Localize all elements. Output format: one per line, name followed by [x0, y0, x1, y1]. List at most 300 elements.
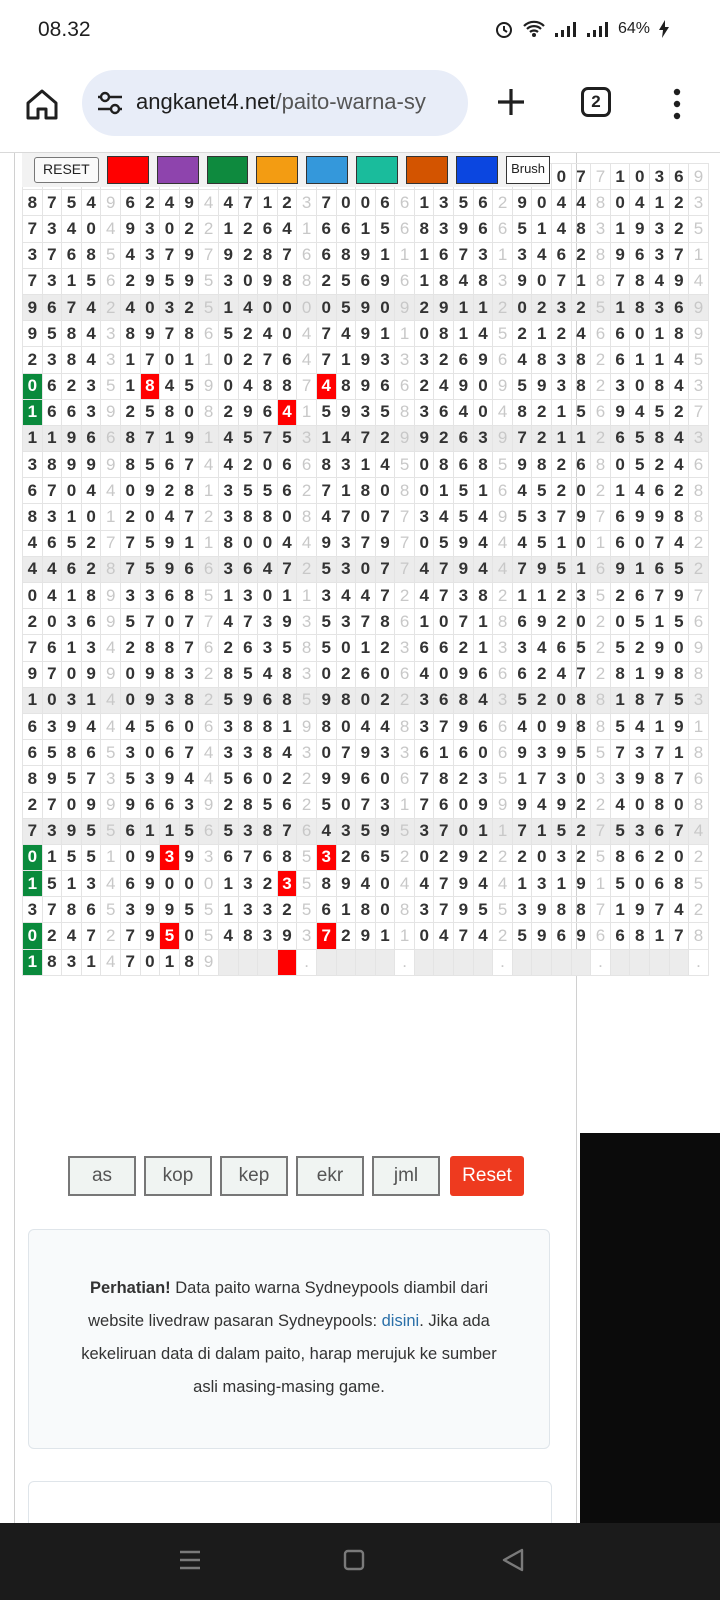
- grid-cell[interactable]: 3: [42, 504, 62, 530]
- grid-cell[interactable]: 3: [336, 556, 356, 582]
- grid-cell[interactable]: 8: [336, 687, 356, 713]
- grid-cell[interactable]: 1: [610, 294, 630, 320]
- grid-cell[interactable]: 9: [610, 556, 630, 582]
- grid-cell[interactable]: 8: [62, 897, 82, 923]
- grid-cell[interactable]: 3: [62, 687, 82, 713]
- grid-cell[interactable]: 4: [258, 321, 278, 347]
- grid-cell[interactable]: 4: [434, 923, 454, 949]
- grid-cell[interactable]: 7: [454, 923, 474, 949]
- grid-cell[interactable]: 4: [120, 713, 140, 739]
- grid-cell[interactable]: 0: [23, 373, 43, 399]
- grid-cell[interactable]: 8: [414, 216, 434, 242]
- grid-cell[interactable]: [238, 949, 258, 975]
- grid-cell[interactable]: 3: [258, 635, 278, 661]
- grid-cell[interactable]: 4: [395, 871, 415, 897]
- grid-cell[interactable]: 3: [297, 609, 317, 635]
- grid-cell[interactable]: 8: [297, 504, 317, 530]
- grid-cell[interactable]: 4: [669, 897, 689, 923]
- grid-cell[interactable]: 1: [532, 583, 552, 609]
- new-tab-icon[interactable]: [496, 87, 526, 117]
- grid-cell[interactable]: 3: [218, 478, 238, 504]
- grid-cell[interactable]: 9: [140, 923, 160, 949]
- grid-cell[interactable]: 9: [101, 792, 121, 818]
- grid-cell[interactable]: 2: [650, 452, 670, 478]
- grid-cell[interactable]: 2: [571, 294, 591, 320]
- grid-cell[interactable]: 5: [650, 399, 670, 425]
- grid-cell[interactable]: [473, 949, 493, 975]
- grid-cell[interactable]: 3: [512, 635, 532, 661]
- grid-cell[interactable]: 4: [101, 713, 121, 739]
- grid-cell[interactable]: 4: [277, 216, 297, 242]
- grid-cell[interactable]: 3: [160, 294, 180, 320]
- grid-cell[interactable]: 3: [140, 583, 160, 609]
- grid-cell[interactable]: 4: [81, 478, 101, 504]
- grid-cell[interactable]: 2: [375, 687, 395, 713]
- grid-cell[interactable]: 4: [375, 713, 395, 739]
- grid-cell[interactable]: 6: [218, 844, 238, 870]
- grid-cell[interactable]: 4: [414, 871, 434, 897]
- grid-cell[interactable]: 9: [258, 268, 278, 294]
- grid-cell[interactable]: 8: [689, 661, 709, 687]
- grid-cell[interactable]: 7: [336, 504, 356, 530]
- grid-cell[interactable]: 4: [532, 635, 552, 661]
- grid-cell[interactable]: 8: [395, 478, 415, 504]
- grid-cell[interactable]: 1: [81, 687, 101, 713]
- grid-cell[interactable]: 4: [473, 556, 493, 582]
- grid-cell[interactable]: 5: [630, 452, 650, 478]
- grid-cell[interactable]: 7: [120, 530, 140, 556]
- grid-cell[interactable]: 3: [571, 583, 591, 609]
- grid-cell[interactable]: 1: [42, 844, 62, 870]
- grid-cell[interactable]: 4: [277, 530, 297, 556]
- grid-cell[interactable]: 0: [81, 504, 101, 530]
- grid-cell[interactable]: 7: [356, 609, 376, 635]
- grid-cell[interactable]: 2: [277, 897, 297, 923]
- grid-cell[interactable]: 0: [630, 530, 650, 556]
- grid-cell[interactable]: 4: [277, 740, 297, 766]
- grid-cell[interactable]: 9: [23, 321, 43, 347]
- grid-cell[interactable]: 1: [473, 478, 493, 504]
- grid-cell[interactable]: 8: [23, 190, 43, 216]
- grid-cell[interactable]: 6: [610, 347, 630, 373]
- grid-cell[interactable]: 0: [160, 216, 180, 242]
- grid-cell[interactable]: 9: [512, 268, 532, 294]
- grid-cell[interactable]: 6: [277, 478, 297, 504]
- grid-cell[interactable]: 6: [493, 713, 513, 739]
- grid-cell[interactable]: 5: [610, 818, 630, 844]
- grid-cell[interactable]: 6: [473, 216, 493, 242]
- grid-cell[interactable]: 5: [591, 740, 611, 766]
- grid-cell[interactable]: 7: [591, 164, 611, 190]
- grid-cell[interactable]: 9: [650, 504, 670, 530]
- grid-cell[interactable]: 8: [179, 321, 199, 347]
- grid-cell[interactable]: 9: [610, 242, 630, 268]
- grid-cell[interactable]: 7: [179, 635, 199, 661]
- grid-cell[interactable]: 1: [199, 347, 219, 373]
- grid-cell[interactable]: 3: [238, 871, 258, 897]
- grid-cell[interactable]: 1: [297, 399, 317, 425]
- grid-cell[interactable]: 5: [218, 818, 238, 844]
- grid-cell[interactable]: 8: [277, 373, 297, 399]
- grid-cell[interactable]: 1: [552, 399, 572, 425]
- grid-cell[interactable]: 6: [669, 164, 689, 190]
- grid-cell[interactable]: 7: [356, 425, 376, 451]
- grid-cell[interactable]: 6: [571, 452, 591, 478]
- grid-cell[interactable]: 8: [258, 818, 278, 844]
- grid-cell[interactable]: 7: [552, 268, 572, 294]
- grid-cell[interactable]: 1: [512, 583, 532, 609]
- grid-cell[interactable]: 6: [238, 635, 258, 661]
- grid-cell[interactable]: 2: [238, 452, 258, 478]
- grid-cell[interactable]: 1: [375, 242, 395, 268]
- grid-cell[interactable]: 5: [101, 373, 121, 399]
- grid-cell[interactable]: 6: [375, 190, 395, 216]
- grid-cell[interactable]: 8: [532, 347, 552, 373]
- grid-cell[interactable]: 9: [395, 294, 415, 320]
- grid-cell[interactable]: 3: [336, 452, 356, 478]
- grid-cell[interactable]: 2: [591, 425, 611, 451]
- grid-cell[interactable]: 9: [81, 452, 101, 478]
- grid-cell[interactable]: 7: [434, 871, 454, 897]
- grid-cell[interactable]: 3: [434, 190, 454, 216]
- grid-cell[interactable]: [375, 949, 395, 975]
- grid-cell[interactable]: 0: [454, 792, 474, 818]
- grid-cell[interactable]: 7: [199, 609, 219, 635]
- grid-cell[interactable]: 3: [414, 713, 434, 739]
- grid-cell[interactable]: 1: [689, 713, 709, 739]
- grid-cell[interactable]: 7: [434, 556, 454, 582]
- grid-cell[interactable]: 2: [179, 294, 199, 320]
- grid-cell[interactable]: 0: [179, 923, 199, 949]
- grid-cell[interactable]: 1: [571, 268, 591, 294]
- grid-cell[interactable]: 6: [395, 190, 415, 216]
- grid-cell[interactable]: 0: [336, 190, 356, 216]
- grid-cell[interactable]: 3: [179, 661, 199, 687]
- grid-cell[interactable]: 7: [395, 556, 415, 582]
- grid-cell[interactable]: 3: [414, 687, 434, 713]
- grid-cell[interactable]: 1: [258, 190, 278, 216]
- grid-cell[interactable]: 7: [81, 923, 101, 949]
- grid-cell[interactable]: 8: [610, 844, 630, 870]
- grid-cell[interactable]: 0: [258, 766, 278, 792]
- grid-cell[interactable]: 1: [160, 949, 180, 975]
- grid-cell[interactable]: 6: [160, 452, 180, 478]
- grid-cell[interactable]: 2: [395, 844, 415, 870]
- grid-cell[interactable]: 1: [591, 871, 611, 897]
- grid-cell[interactable]: 9: [101, 190, 121, 216]
- grid-cell[interactable]: 8: [493, 609, 513, 635]
- grid-cell[interactable]: 3: [630, 818, 650, 844]
- grid-cell[interactable]: 1: [689, 242, 709, 268]
- grid-cell[interactable]: 1: [493, 242, 513, 268]
- grid-cell[interactable]: 4: [42, 583, 62, 609]
- grid-cell[interactable]: 3: [650, 164, 670, 190]
- grid-cell[interactable]: 5: [395, 452, 415, 478]
- grid-cell[interactable]: [610, 949, 630, 975]
- grid-cell[interactable]: 3: [512, 897, 532, 923]
- grid-cell[interactable]: 0: [571, 766, 591, 792]
- swatch-orange[interactable]: [256, 156, 298, 184]
- grid-cell[interactable]: 7: [356, 530, 376, 556]
- grid-cell[interactable]: 2: [375, 635, 395, 661]
- grid-cell[interactable]: 7: [81, 766, 101, 792]
- grid-cell[interactable]: 6: [552, 242, 572, 268]
- grid-cell[interactable]: [414, 949, 434, 975]
- grid-cell[interactable]: 2: [218, 792, 238, 818]
- ekr-button[interactable]: ekr: [296, 1156, 364, 1196]
- grid-cell[interactable]: 0: [42, 687, 62, 713]
- grid-cell[interactable]: 3: [650, 294, 670, 320]
- grid-cell[interactable]: 3: [23, 897, 43, 923]
- grid-cell[interactable]: 2: [218, 635, 238, 661]
- grid-cell[interactable]: 5: [689, 347, 709, 373]
- grid-cell[interactable]: 0: [140, 504, 160, 530]
- grid-cell[interactable]: 1: [630, 661, 650, 687]
- grid-cell[interactable]: 4: [571, 321, 591, 347]
- grid-cell[interactable]: 0: [277, 504, 297, 530]
- grid-cell[interactable]: 6: [375, 373, 395, 399]
- grid-cell[interactable]: 9: [571, 923, 591, 949]
- grid-cell[interactable]: 1: [434, 478, 454, 504]
- grid-cell[interactable]: 1: [218, 897, 238, 923]
- grid-cell[interactable]: 2: [199, 661, 219, 687]
- grid-cell[interactable]: 5: [610, 713, 630, 739]
- grid-cell[interactable]: 4: [199, 740, 219, 766]
- grid-cell[interactable]: 4: [218, 190, 238, 216]
- grid-cell[interactable]: 1: [356, 216, 376, 242]
- grid-cell[interactable]: 8: [179, 949, 199, 975]
- grid-cell[interactable]: .: [493, 949, 513, 975]
- grid-cell[interactable]: 3: [62, 609, 82, 635]
- grid-cell[interactable]: 3: [650, 242, 670, 268]
- grid-cell[interactable]: 0: [258, 452, 278, 478]
- grid-cell[interactable]: 7: [258, 347, 278, 373]
- grid-cell[interactable]: 9: [238, 687, 258, 713]
- grid-cell[interactable]: 4: [238, 294, 258, 320]
- grid-cell[interactable]: 1: [454, 321, 474, 347]
- grid-cell[interactable]: 5: [218, 687, 238, 713]
- grid-cell[interactable]: 5: [434, 530, 454, 556]
- grid-cell[interactable]: 9: [356, 373, 376, 399]
- grid-cell[interactable]: 8: [62, 321, 82, 347]
- grid-cell[interactable]: 6: [650, 871, 670, 897]
- grid-cell[interactable]: 8: [316, 452, 336, 478]
- grid-cell[interactable]: [571, 949, 591, 975]
- grid-cell[interactable]: 6: [316, 216, 336, 242]
- grid-cell[interactable]: 5: [218, 766, 238, 792]
- grid-cell[interactable]: 5: [591, 583, 611, 609]
- grid-cell[interactable]: 7: [669, 242, 689, 268]
- toolbar-reset-button[interactable]: RESET: [34, 157, 99, 183]
- grid-cell[interactable]: 8: [258, 373, 278, 399]
- grid-cell[interactable]: 8: [473, 583, 493, 609]
- grid-cell[interactable]: 6: [356, 766, 376, 792]
- grid-cell[interactable]: 7: [316, 923, 336, 949]
- grid-cell[interactable]: 1: [199, 425, 219, 451]
- grid-cell[interactable]: [454, 949, 474, 975]
- grid-cell[interactable]: 2: [669, 190, 689, 216]
- grid-cell[interactable]: 1: [512, 766, 532, 792]
- grid-cell[interactable]: 3: [473, 766, 493, 792]
- grid-cell[interactable]: 1: [473, 818, 493, 844]
- grid-cell[interactable]: 0: [610, 609, 630, 635]
- grid-cell[interactable]: 1: [336, 478, 356, 504]
- grid-cell[interactable]: 9: [414, 425, 434, 451]
- grid-cell[interactable]: [669, 949, 689, 975]
- grid-cell[interactable]: 9: [571, 504, 591, 530]
- grid-cell[interactable]: 6: [62, 242, 82, 268]
- grid-cell[interactable]: 4: [336, 425, 356, 451]
- grid-cell[interactable]: 9: [669, 713, 689, 739]
- grid-cell[interactable]: 6: [512, 661, 532, 687]
- grid-cell[interactable]: 0: [218, 347, 238, 373]
- grid-cell[interactable]: 3: [297, 740, 317, 766]
- grid-cell[interactable]: 8: [434, 268, 454, 294]
- grid-cell[interactable]: 3: [336, 818, 356, 844]
- grid-cell[interactable]: 5: [532, 530, 552, 556]
- grid-cell[interactable]: 1: [23, 687, 43, 713]
- grid-cell[interactable]: 0: [630, 321, 650, 347]
- grid-cell[interactable]: 5: [199, 294, 219, 320]
- grid-cell[interactable]: 8: [689, 478, 709, 504]
- grid-cell[interactable]: 5: [101, 242, 121, 268]
- grid-cell[interactable]: 0: [630, 871, 650, 897]
- reset-button[interactable]: Reset: [450, 1156, 524, 1196]
- grid-cell[interactable]: 2: [493, 844, 513, 870]
- grid-cell[interactable]: 4: [81, 713, 101, 739]
- grid-cell[interactable]: 9: [140, 844, 160, 870]
- grid-cell[interactable]: 3: [493, 687, 513, 713]
- grid-cell[interactable]: 8: [669, 504, 689, 530]
- grid-cell[interactable]: 0: [532, 190, 552, 216]
- grid-cell[interactable]: 2: [336, 661, 356, 687]
- grid-cell[interactable]: 6: [473, 713, 493, 739]
- grid-cell[interactable]: 8: [650, 425, 670, 451]
- grid-cell[interactable]: 7: [434, 818, 454, 844]
- grid-cell[interactable]: 9: [62, 713, 82, 739]
- grid-cell[interactable]: 6: [258, 216, 278, 242]
- grid-cell[interactable]: 9: [160, 556, 180, 582]
- grid-cell[interactable]: 0: [160, 871, 180, 897]
- grid-cell[interactable]: 4: [101, 216, 121, 242]
- grid-cell[interactable]: 7: [179, 609, 199, 635]
- grid-cell[interactable]: 6: [23, 478, 43, 504]
- grid-cell[interactable]: 0: [473, 399, 493, 425]
- grid-cell[interactable]: 0: [120, 661, 140, 687]
- grid-cell[interactable]: 1: [81, 949, 101, 975]
- grid-cell[interactable]: 5: [512, 687, 532, 713]
- grid-cell[interactable]: 2: [297, 792, 317, 818]
- grid-cell[interactable]: 9: [277, 609, 297, 635]
- grid-cell[interactable]: 1: [199, 478, 219, 504]
- grid-cell[interactable]: 7: [160, 242, 180, 268]
- grid-cell[interactable]: .: [689, 949, 709, 975]
- grid-cell[interactable]: 7: [356, 792, 376, 818]
- grid-cell[interactable]: 9: [101, 452, 121, 478]
- grid-cell[interactable]: 2: [42, 923, 62, 949]
- grid-cell[interactable]: 7: [62, 294, 82, 320]
- grid-cell[interactable]: 2: [101, 923, 121, 949]
- grid-cell[interactable]: 4: [493, 399, 513, 425]
- grid-cell[interactable]: 2: [532, 425, 552, 451]
- grid-cell[interactable]: [630, 949, 650, 975]
- grid-cell[interactable]: 0: [62, 478, 82, 504]
- grid-cell[interactable]: 9: [395, 425, 415, 451]
- grid-cell[interactable]: 5: [473, 897, 493, 923]
- grid-cell[interactable]: 2: [571, 818, 591, 844]
- grid-cell[interactable]: [532, 949, 552, 975]
- grid-cell[interactable]: 2: [552, 583, 572, 609]
- grid-cell[interactable]: 3: [689, 373, 709, 399]
- grid-cell[interactable]: 0: [160, 347, 180, 373]
- grid-cell[interactable]: 3: [493, 635, 513, 661]
- grid-cell[interactable]: 0: [414, 530, 434, 556]
- grid-cell[interactable]: 0: [356, 687, 376, 713]
- grid-cell[interactable]: 9: [140, 897, 160, 923]
- grid-cell[interactable]: 5: [493, 766, 513, 792]
- grid-cell[interactable]: 4: [669, 452, 689, 478]
- grid-cell[interactable]: 6: [591, 321, 611, 347]
- grid-cell[interactable]: 1: [532, 321, 552, 347]
- grid-cell[interactable]: 1: [395, 792, 415, 818]
- grid-cell[interactable]: 1: [493, 818, 513, 844]
- grid-cell[interactable]: 3: [140, 766, 160, 792]
- grid-cell[interactable]: 5: [238, 425, 258, 451]
- grid-cell[interactable]: 6: [473, 190, 493, 216]
- grid-cell[interactable]: 3: [218, 740, 238, 766]
- grid-cell[interactable]: 2: [454, 766, 474, 792]
- grid-cell[interactable]: 5: [571, 635, 591, 661]
- grid-cell[interactable]: 3: [591, 766, 611, 792]
- grid-cell[interactable]: 8: [689, 923, 709, 949]
- grid-cell[interactable]: 6: [434, 635, 454, 661]
- grid-cell[interactable]: 4: [277, 399, 297, 425]
- grid-cell[interactable]: 7: [512, 818, 532, 844]
- grid-cell[interactable]: 1: [140, 818, 160, 844]
- grid-cell[interactable]: 3: [395, 347, 415, 373]
- grid-cell[interactable]: 0: [454, 818, 474, 844]
- grid-cell[interactable]: 8: [258, 713, 278, 739]
- grid-cell[interactable]: 0: [610, 452, 630, 478]
- grid-cell[interactable]: 6: [395, 373, 415, 399]
- grid-cell[interactable]: 1: [473, 609, 493, 635]
- grid-cell[interactable]: 7: [512, 425, 532, 451]
- grid-cell[interactable]: 1: [101, 504, 121, 530]
- notice-link[interactable]: disini: [381, 1312, 420, 1330]
- grid-cell[interactable]: 5: [316, 609, 336, 635]
- grid-cell[interactable]: 7: [120, 949, 140, 975]
- grid-cell[interactable]: 4: [552, 661, 572, 687]
- grid-cell[interactable]: 5: [552, 818, 572, 844]
- grid-cell[interactable]: [316, 949, 336, 975]
- grid-cell[interactable]: 2: [571, 242, 591, 268]
- grid-cell[interactable]: 9: [42, 766, 62, 792]
- grid-cell[interactable]: 6: [258, 399, 278, 425]
- grid-cell[interactable]: 2: [552, 452, 572, 478]
- grid-cell[interactable]: 8: [630, 294, 650, 320]
- grid-cell[interactable]: 0: [630, 373, 650, 399]
- grid-cell[interactable]: 3: [81, 871, 101, 897]
- grid-cell[interactable]: 2: [689, 897, 709, 923]
- grid-cell[interactable]: 2: [454, 635, 474, 661]
- grid-cell[interactable]: 6: [316, 242, 336, 268]
- grid-cell[interactable]: 9: [81, 792, 101, 818]
- grid-cell[interactable]: 3: [101, 347, 121, 373]
- grid-cell[interactable]: 6: [591, 923, 611, 949]
- grid-cell[interactable]: 5: [689, 216, 709, 242]
- grid-cell[interactable]: 9: [101, 399, 121, 425]
- grid-cell[interactable]: 3: [591, 216, 611, 242]
